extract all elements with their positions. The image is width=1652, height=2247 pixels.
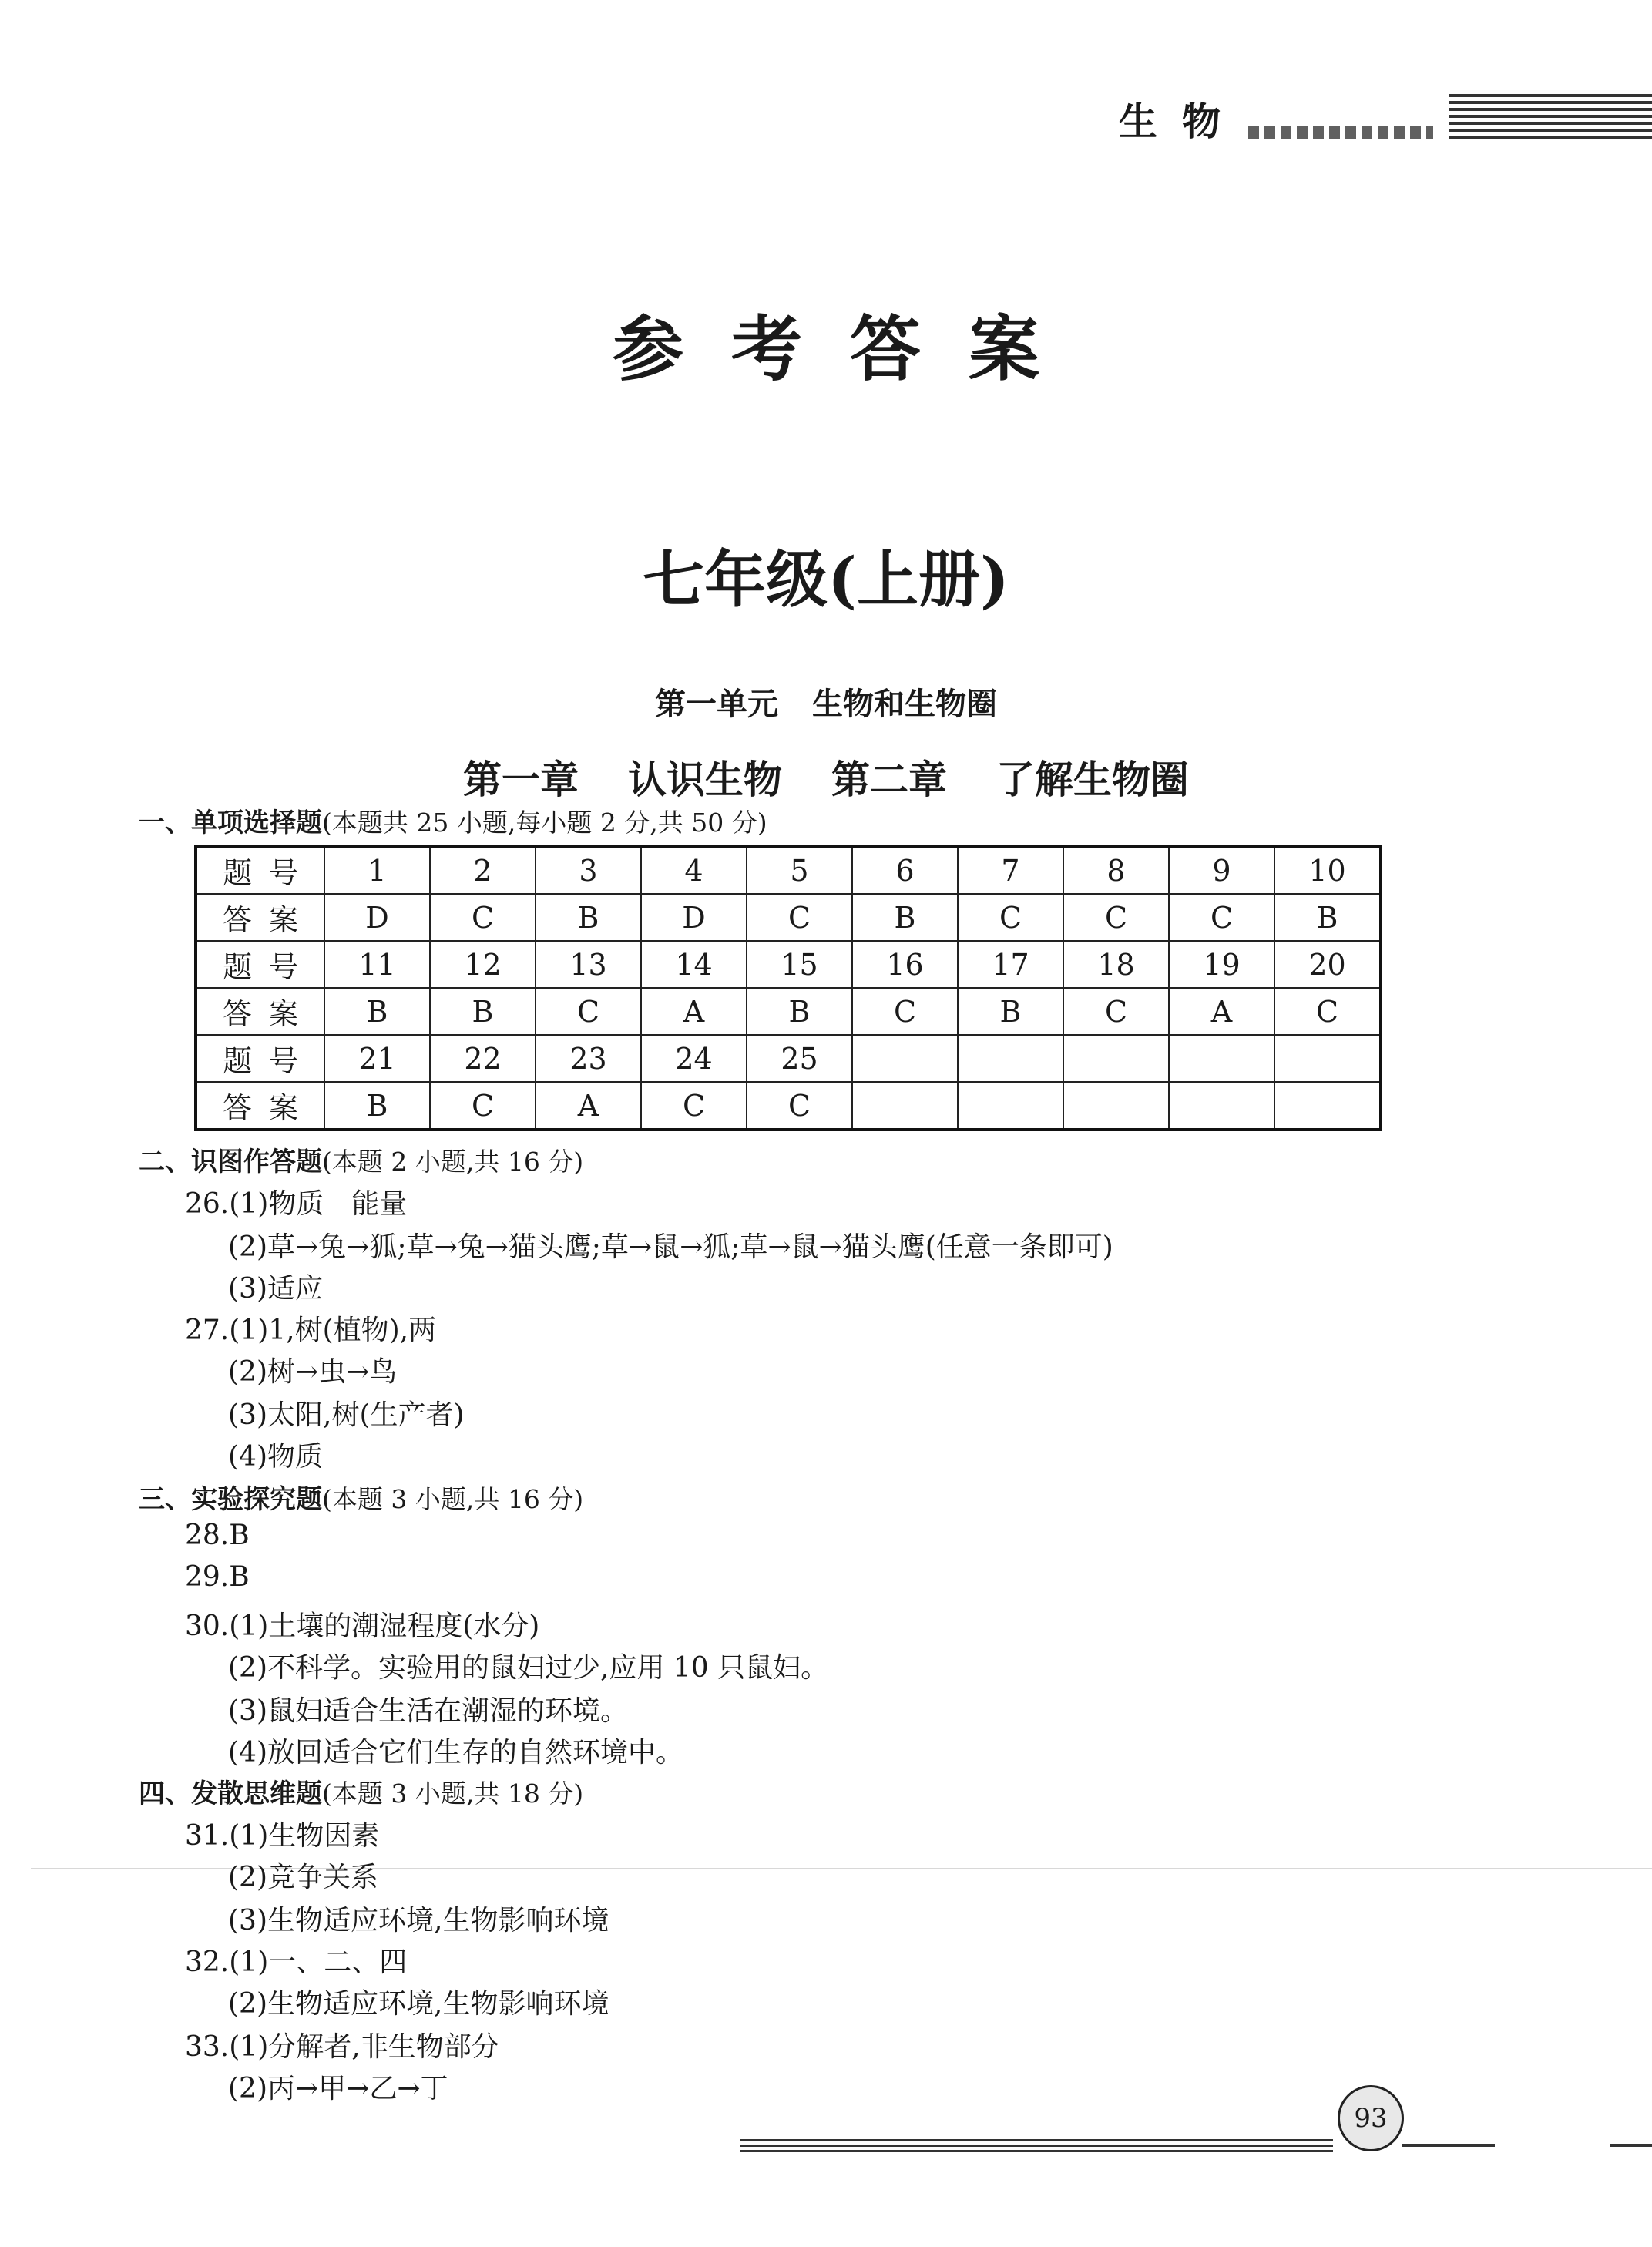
- empty-cell: [1274, 1035, 1381, 1082]
- section-1-note: (本题共 25 小题,每小题 2 分,共 50 分): [322, 808, 767, 838]
- question-number: 4: [641, 846, 747, 894]
- question-number: 12: [430, 941, 536, 988]
- empty-cell: [958, 1082, 1063, 1130]
- chapter-title: [0, 749, 1652, 804]
- question-number: 11: [324, 941, 430, 988]
- row-label: 答案: [196, 988, 324, 1035]
- answer-cell: B: [958, 988, 1063, 1035]
- question-number: 21: [324, 1035, 430, 1082]
- section-1-title: 一、单项选择题: [139, 808, 322, 838]
- question-number: 17: [958, 941, 1063, 988]
- answer-cell: D: [324, 894, 430, 941]
- row-label: 题号: [196, 1035, 324, 1082]
- section-4-note: (本题 3 小题,共 18 分): [322, 1778, 584, 1809]
- question-number: 9: [1169, 846, 1274, 894]
- answer-cell: C: [747, 894, 852, 941]
- question-number: 18: [1063, 941, 1169, 988]
- answer-31-3: (3)生物适应环境,生物影响环境: [228, 1905, 609, 1936]
- table-row: [196, 941, 1381, 988]
- empty-cell: [1274, 1082, 1381, 1130]
- unit-name: 生物和生物圈: [812, 687, 997, 722]
- empty-cell: [958, 1035, 1063, 1082]
- answer-30-2: (2)不科学。实验用的鼠妇过少,应用 10 只鼠妇。: [228, 1652, 829, 1684]
- answer-cell: B: [1274, 894, 1381, 941]
- answer-31-1: 31.(1)生物因素: [185, 1820, 380, 1852]
- footer-rule: [1402, 2144, 1495, 2147]
- empty-cell: [1169, 1035, 1274, 1082]
- answer-cell: C: [430, 894, 536, 941]
- empty-cell: [1169, 1082, 1274, 1130]
- answer-table: [194, 845, 1382, 1131]
- question-number: 7: [958, 846, 1063, 894]
- section-2-heading: [139, 1140, 583, 1178]
- question-number: 20: [1274, 941, 1381, 988]
- answer-cell: C: [641, 1082, 747, 1130]
- section-4-title: 四、发散思维题: [139, 1778, 322, 1809]
- question-number: 22: [430, 1035, 536, 1082]
- question-number: 6: [852, 846, 958, 894]
- answer-cell: C: [536, 988, 641, 1035]
- question-number: 15: [747, 941, 852, 988]
- grade-title: 七年级(上册): [643, 543, 1009, 616]
- section-1-heading: [139, 801, 767, 839]
- answer-cell: C: [1274, 988, 1381, 1035]
- answer-33-2: (2)丙→甲→乙→丁: [228, 2073, 448, 2104]
- empty-cell: [1063, 1082, 1169, 1130]
- answer-cell: B: [852, 894, 958, 941]
- footer-rule-end: [1610, 2144, 1652, 2147]
- answer-26-3: (3)适应: [228, 1273, 323, 1305]
- answer-cell: B: [324, 988, 430, 1035]
- answer-33-1: 33.(1)分解者,非生物部分: [185, 2031, 499, 2063]
- table-row: [196, 988, 1381, 1035]
- empty-cell: [852, 1082, 958, 1130]
- answer-26-2: (2)草→兔→狐;草→兔→猫头鹰;草→鼠→狐;草→鼠→猫头鹰(任意一条即可): [228, 1231, 1113, 1263]
- answer-31-2: (2)竞争关系: [228, 1862, 378, 1893]
- answer-cell: B: [536, 894, 641, 941]
- answer-cell: C: [1169, 894, 1274, 941]
- answer-27-1: 27.(1)1,树(植物),两: [185, 1315, 437, 1346]
- answer-30-3: (3)鼠妇适合生活在潮湿的环境。: [228, 1695, 628, 1727]
- unit-title: [0, 680, 1652, 724]
- answer-27-4: (4)物质: [228, 1441, 323, 1473]
- table-row: [196, 846, 1381, 894]
- question-number: 2: [430, 846, 536, 894]
- section-3-heading: [139, 1478, 583, 1516]
- question-number: 16: [852, 941, 958, 988]
- answer-29: 29.B: [185, 1561, 250, 1593]
- answer-cell: D: [641, 894, 747, 941]
- question-number: 25: [747, 1035, 852, 1082]
- question-number: 5: [747, 846, 852, 894]
- question-number: 19: [1169, 941, 1274, 988]
- table-row: [196, 1082, 1381, 1130]
- question-number: 24: [641, 1035, 747, 1082]
- page-title: 参考答案: [612, 307, 1087, 391]
- empty-cell: [852, 1035, 958, 1082]
- header-lines-decoration: [1449, 94, 1652, 143]
- answer-32-1: 32.(1)一、二、四: [185, 1946, 408, 1978]
- question-number: 8: [1063, 846, 1169, 894]
- answer-cell: B: [430, 988, 536, 1035]
- answer-cell: A: [1169, 988, 1274, 1035]
- answer-cell: A: [641, 988, 747, 1035]
- answer-28: 28.B: [185, 1520, 250, 1551]
- answer-26-1: 26.(1)物质 能量: [185, 1188, 408, 1220]
- chapter-1-name: 认识生物: [628, 757, 782, 802]
- question-number: 23: [536, 1035, 641, 1082]
- question-number: 1: [324, 846, 430, 894]
- answer-cell: C: [747, 1082, 852, 1130]
- answer-cell: C: [1063, 988, 1169, 1035]
- table-row: [196, 894, 1381, 941]
- answer-cell: A: [536, 1082, 641, 1130]
- header-subject: 生物: [1119, 99, 1245, 144]
- page-number: 93: [1338, 2085, 1404, 2151]
- question-number: 10: [1274, 846, 1381, 894]
- question-number: 13: [536, 941, 641, 988]
- row-label: 答案: [196, 1082, 324, 1130]
- answer-27-3: (3)太阳,树(生产者): [228, 1399, 465, 1431]
- row-label: 题号: [196, 846, 324, 894]
- answer-cell: C: [1063, 894, 1169, 941]
- empty-cell: [1063, 1035, 1169, 1082]
- unit-number: 第一单元: [655, 687, 778, 722]
- table-row: [196, 1035, 1381, 1082]
- answer-cell: C: [430, 1082, 536, 1130]
- answer-30-4: (4)放回适合它们生存的自然环境中。: [228, 1737, 683, 1768]
- question-number: 3: [536, 846, 641, 894]
- answer-30-1: 30.(1)土壤的潮湿程度(水分): [185, 1611, 540, 1642]
- answer-cell: C: [958, 894, 1063, 941]
- section-3-note: (本题 3 小题,共 16 分): [322, 1484, 584, 1514]
- chapter-2-name: 了解生物圈: [996, 757, 1189, 802]
- answer-cell: B: [747, 988, 852, 1035]
- section-2-note: (本题 2 小题,共 16 分): [322, 1147, 584, 1177]
- row-label: 答案: [196, 894, 324, 941]
- answer-cell: B: [324, 1082, 430, 1130]
- footer-lines-decoration: [740, 2139, 1333, 2155]
- row-label: 题号: [196, 941, 324, 988]
- header-dots-decoration: [1248, 126, 1433, 139]
- answer-cell: C: [852, 988, 958, 1035]
- answer-32-2: (2)生物适应环境,生物影响环境: [228, 1988, 609, 2020]
- answer-27-2: (2)树→虫→鸟: [228, 1356, 398, 1388]
- chapter-2-number: 第二章: [831, 757, 947, 802]
- section-3-title: 三、实验探究题: [139, 1484, 322, 1515]
- section-4-heading: [139, 1772, 583, 1810]
- chapter-1-number: 第一章: [463, 757, 579, 802]
- section-2-title: 二、识图作答题: [139, 1147, 322, 1177]
- question-number: 14: [641, 941, 747, 988]
